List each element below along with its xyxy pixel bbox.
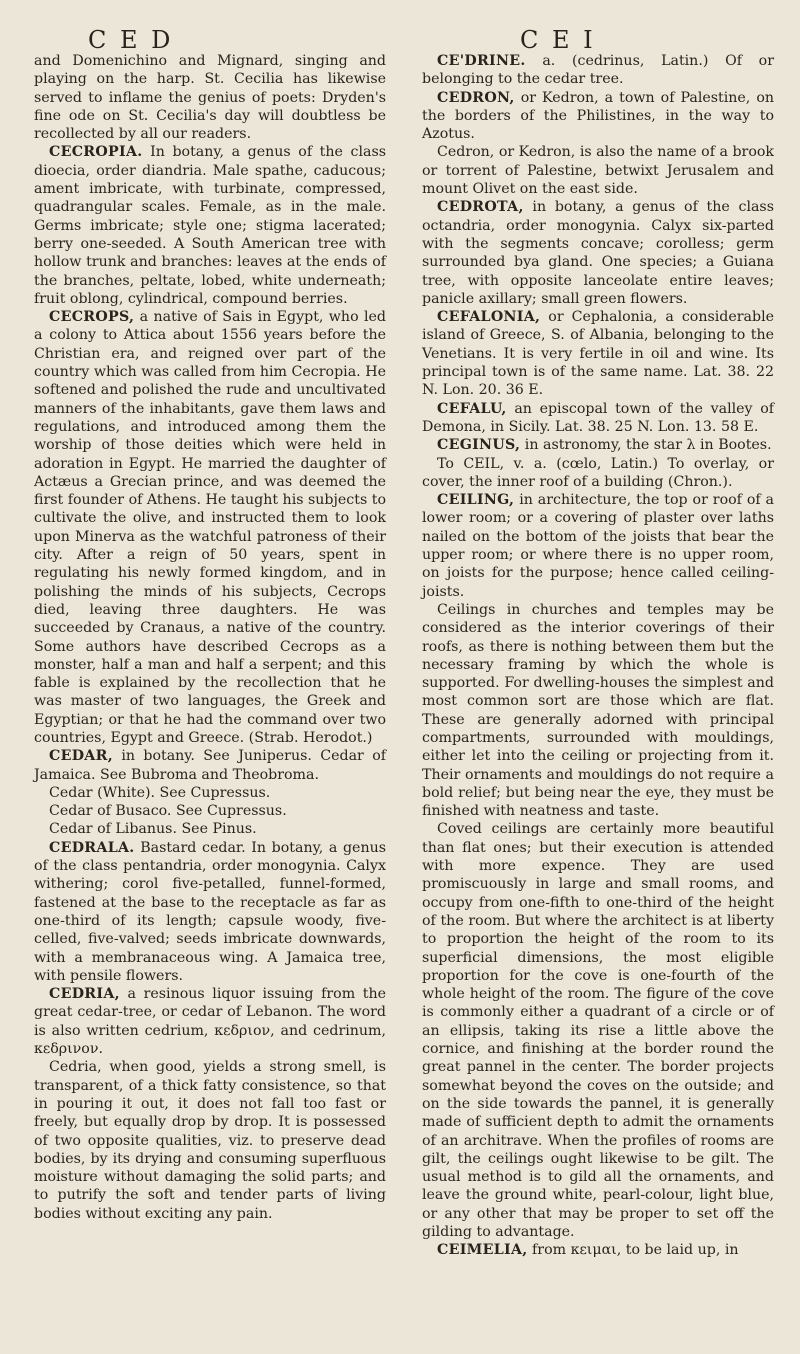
entry-body: Bastard cedar. In botany, a genus of the class pentandria, order monogynia. Calyx withering; corol five-petalled, funnel-formed, fastened at the base to the receptacle as far as one-third of its length; capsule woody, five-celled, five-valved; seeds imbricate downwards, with a membranaceous wing. A Jamaica tree, with pensile flowers.: [34, 839, 386, 984]
entry-body: in astronomy, the star λ in Bootes.: [524, 437, 772, 454]
entry-paragraph: [34, 784, 386, 802]
entry-body: a native of Sais in Egypt, who led a colony to Attica about 1556 years before the Christian era, and reigned over part of the country which was called from him Cecropia. He softened and polished the rude and uncultivated manners of the inhabitants, gave them laws and regulations, and introduced among them the worship of those deities which were held in adoration in Egypt. He married the daughter of Actæus a Grecian prince, and was deemed the first founder of Athens. He taught his subjects to cultivate the olive, and instructed them to look upon Minerva as the watchful patroness of their city. After a reign of 50 years, spent in regulating his newly formed kingdom, and in polishing the minds of his subjects, Cecrops died, leaving three daughters. He was succeeded by Cranaus, a native of the country. Some authors have described Cecrops as a monster, half a man and half a serpent; and this fable is explained by the recollection that he was master of two languages, the Greek and Egyptian; or that he had the command over two countries, Egypt and Greece. (Strab. Herodot.): [34, 309, 386, 746]
entry-paragraph: [422, 143, 774, 198]
entry-paragraph: [422, 455, 774, 492]
entry-headword: CEFALU,: [437, 400, 507, 417]
entry-headword: CEIMELIA,: [437, 1242, 528, 1259]
entry-paragraph: [34, 308, 386, 747]
entry-body: Cedron, or Kedron, is also the name of a brook or torrent of Palestine, betwixt Jerusalem and mount Olivet on the east side.: [422, 144, 774, 198]
entry-headword: CEILING,: [437, 492, 515, 509]
left-column: [34, 52, 386, 1260]
entry-body: and Domenichino and Mignard, singing and playing on the harp. St. Cecilia has likewise served to inflame the genius of poets: Dryden's fine ode on St. Cecilia's day will doubtless be recollected by all our readers.: [34, 53, 386, 143]
entry-paragraph: [34, 143, 386, 308]
running-header: [34, 20, 774, 52]
entry-body: in architecture, the top or roof of a lower room; or a covering of plaster over laths nailed on the bottom of the joists that bear the upper room; or where there is no upper room, on joists for the purpose; hence called ceiling-joists.: [422, 492, 774, 600]
entry-paragraph: [422, 436, 774, 454]
entry-body: Cedar of Busaco. See Cupressus.: [49, 803, 287, 820]
entry-headword: CEDRON,: [437, 89, 515, 106]
entry-body: Coved ceilings are certainly more beautiful than flat ones; but their execution is attended with more expence. They are used promiscuously in large and small rooms, and occupy from one-fifth to one-third of the height of the room. But where the architect is at liberty to proportion the height of the room to its superficial dimensions, the most eligible proportion for the cove is one-fourth of the whole height of the room. The figure of the cove is commonly either a quadrant of a circle or of an ellipsis, taking its rise a little above the cornice, and finishing at the border round the great pannel in the center. The border projects somewhat beyond the coves on the outside; and on the side towards the pannel, it is generally made of sufficient depth to admit the ornaments of an architrave. When the profiles of rooms are gilt, the ceilings ought likewise to be gilt. The usual method is to gild all the ornaments, and leave the ground white, pearl-colour, light blue, or any other that may be proper to set off the gilding to advantage.: [422, 821, 774, 1240]
entry-body: a. (cedrinus, Latin.) Of or belonging to the cedar tree.: [422, 53, 774, 88]
entry-body: or Cephalonia, a considerable island of Greece, S. of Albania, belonging to the Venetians. It is very fertile in oil and wine. Its principal town is of the same name. Lat. 38. 22 N. Lon. 20. 36 E.: [422, 309, 775, 399]
entry-body: in botany, a genus of the class octandria, order monogynia. Calyx six-parted with the segments concave; corolless; germ surrounded bya gland. One species; a Guiana tree, with opposite lanceolate entire leaves; panicle axillary; small green flowers.: [422, 199, 774, 307]
entry-paragraph: [34, 747, 386, 784]
entry-paragraph: [422, 89, 774, 144]
entry-paragraph: [422, 198, 774, 308]
entry-headword: CEGINUS,: [437, 437, 521, 454]
entry-paragraph: [34, 820, 386, 838]
entry-paragraph: [422, 1241, 774, 1259]
entry-body: To CEIL, v. a. (cœlo, Latin.) To overlay, or cover, the inner roof of a building (Chron.).: [422, 455, 774, 490]
entry-body: or Kedron, a town of Palestine, on the borders of the Philistines, in the way to Azotus.: [422, 89, 775, 143]
entry-body: an episcopal town of the valley of Demona, in Sicily. Lat. 38. 25 N. Lon. 13. 58 E.: [422, 400, 774, 435]
entry-headword: CEDAR,: [49, 748, 113, 765]
entry-paragraph: [422, 601, 774, 821]
right-column: [422, 52, 774, 1260]
entry-headword: CEDRIA,: [49, 986, 120, 1003]
entry-body: In botany, a genus of the class dioecia, order diandria. Male spathe, caducous; ament imbricate, with turbinate, compressed, quadrangular scales. Female, as in the male. Germs imbricate; style one; stigma lacerated; berry one-seeded. A South American tree with hollow trunk and branches: leaves at the ends of the branches, peltate, lobed, white underneath; fruit oblong, cylindrical, compound berries.: [34, 144, 387, 307]
entry-paragraph: [422, 400, 774, 437]
header-left: C E D: [88, 26, 174, 54]
entry-paragraph: [34, 985, 386, 1058]
entry-headword: CECROPIA.: [49, 144, 143, 161]
entry-headword: CEFALONIA,: [437, 309, 541, 326]
entry-paragraph: [422, 820, 774, 1241]
entry-paragraph: [34, 1058, 386, 1223]
entry-headword: CEDRALA.: [49, 839, 135, 856]
entry-body: Ceilings in churches and temples may be considered as the interior coverings of their roofs, as there is nothing between them but the necessary framing by which the whole is supported. For dwelling-houses the simplest and most common sort are those which are flat. These are generally adorned with principal compartments, surrounded with mouldings, either let into the ceiling or projecting from it. Their ornaments and mouldings do not require a bold relief; but being near the eye, they must be finished with neatness and taste.: [422, 601, 774, 820]
entry-paragraph: [422, 52, 774, 89]
entry-headword: CECROPS,: [49, 309, 135, 326]
entry-body: a resinous liquor issuing from the great cedar-tree, or cedar of Lebanon. The word is also written cedrium, κεδριον, and cedrinum, κεδρινον.: [34, 986, 386, 1058]
entry-paragraph: [34, 52, 386, 143]
entry-body: from κειμαι, to be laid up, in: [532, 1242, 739, 1259]
entry-body: in botany. See Juniperus. Cedar of Jamaica. See Bubroma and Theobroma.: [34, 748, 386, 783]
header-right: C E I: [520, 26, 596, 54]
entry-body: Cedar (White). See Cupressus.: [49, 784, 271, 801]
entry-headword: CEDROTA,: [437, 199, 524, 216]
entry-body: Cedar of Libanus. See Pinus.: [49, 821, 257, 838]
entry-headword: CE'DRINE.: [437, 53, 526, 69]
entry-paragraph: [34, 802, 386, 820]
entry-paragraph: [422, 491, 774, 601]
entry-paragraph: [34, 839, 386, 985]
text-columns: [34, 52, 774, 1260]
entry-paragraph: [422, 308, 774, 399]
entry-body: Cedria, when good, yields a strong smell, is transparent, of a thick fatty consistence, so that in pouring it out, it does not fall too fast or freely, but equally drop by drop. It is possessed of two opposite qualities, viz. to preserve dead bodies, by its drying and consuming superfluous moisture without damaging the solid parts; and to putrify the soft and tender parts of living bodies without exciting any pain.: [34, 1059, 386, 1222]
